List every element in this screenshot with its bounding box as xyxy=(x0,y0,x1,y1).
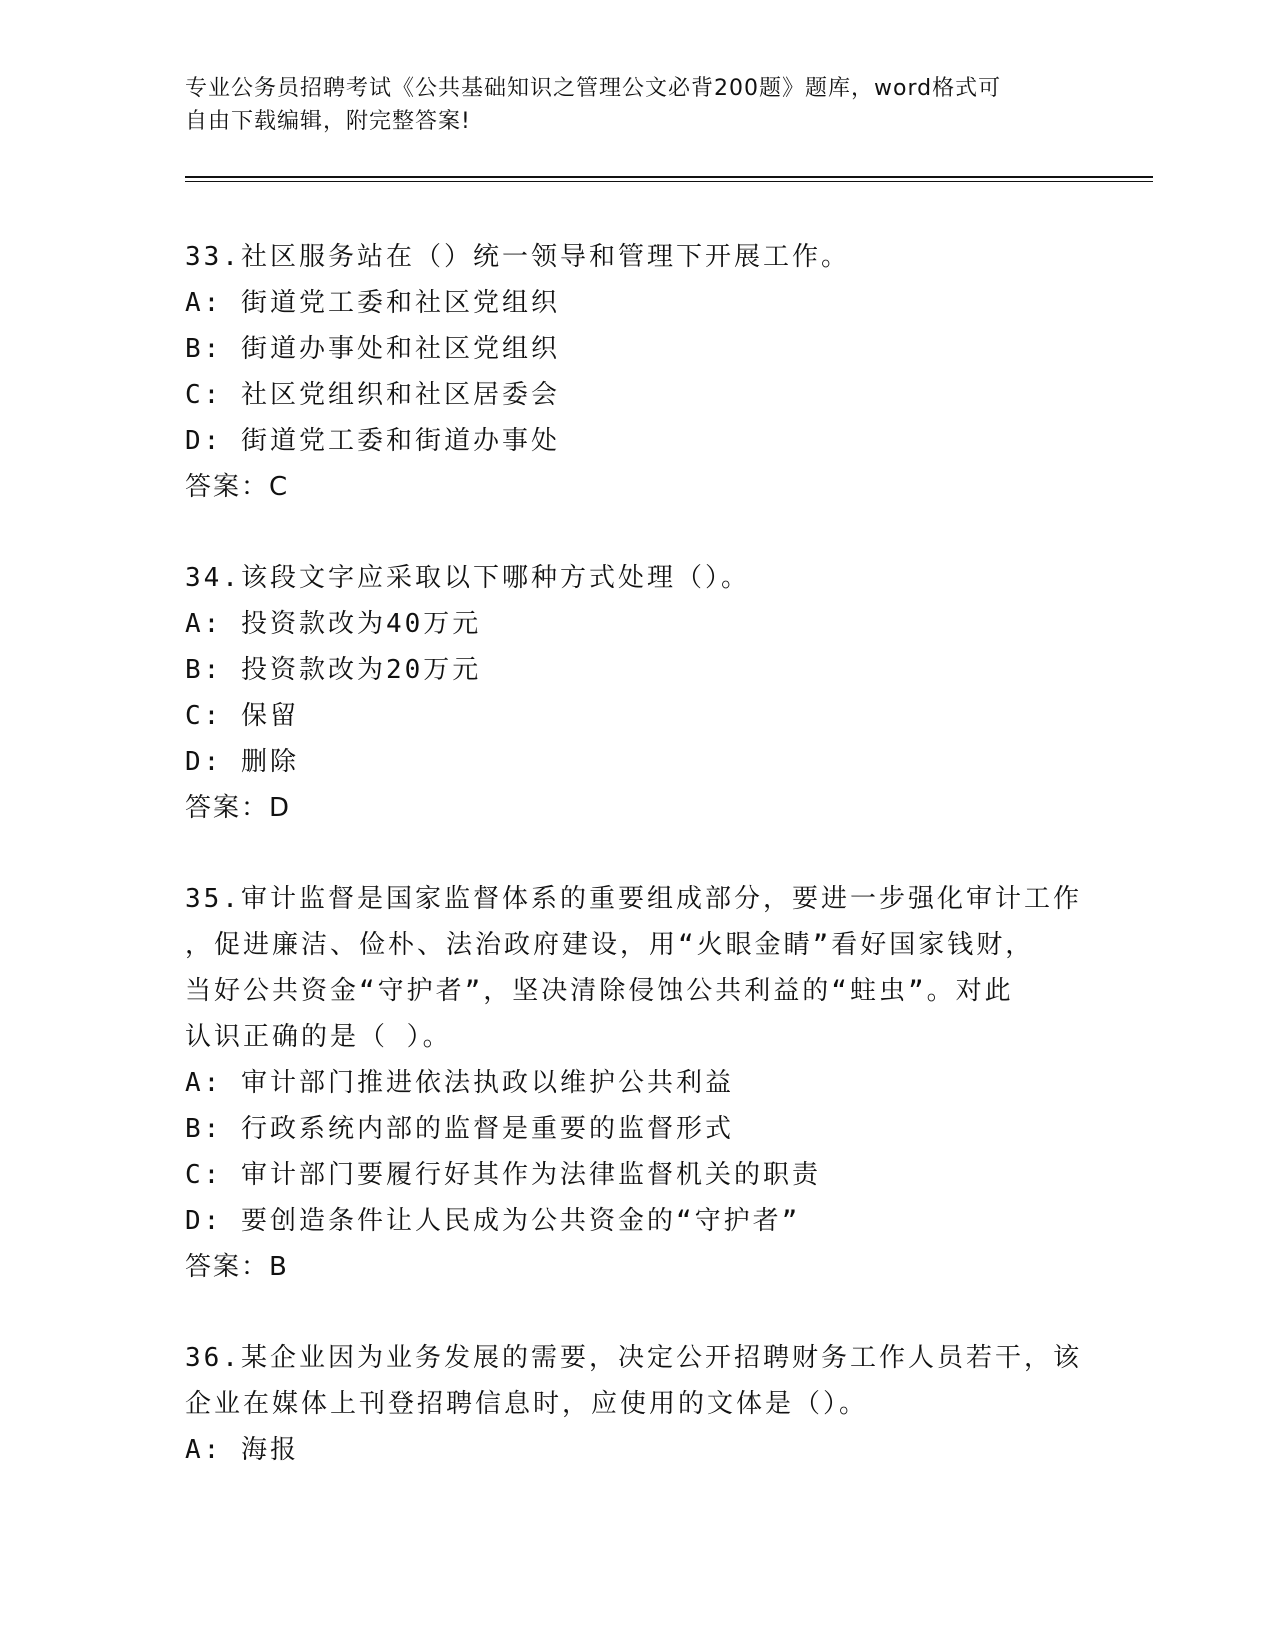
question-text-line-2: ，促进廉洁、俭朴、法治政府建设，用“火眼金睛”看好国家钱财， xyxy=(185,930,1035,960)
header-line-2: 自由下载编辑，附完整答案! xyxy=(185,109,471,134)
option-c: C: 保留 xyxy=(185,701,299,731)
header-divider-thick xyxy=(185,176,1153,178)
page-header xyxy=(185,72,1065,138)
question-list xyxy=(185,234,1085,1518)
question-text-line-1: 36.某企业因为业务发展的需要，决定公开招聘财务工作人员若干，该 xyxy=(185,1343,1082,1373)
question-text-line-1: 35.审计监督是国家监督体系的重要组成部分，要进一步强化审计工作 xyxy=(185,884,1082,914)
question-text: 34.该段文字应采取以下哪种方式处理（）。 xyxy=(185,563,750,593)
option-d: D: 要创造条件让人民成为公共资金的“守护者” xyxy=(185,1206,801,1236)
option-a: A: 投资款改为40万元 xyxy=(185,609,482,639)
question-text-line-4: 认识正确的是（ ）。 xyxy=(185,1022,452,1052)
option-c: C: 审计部门要履行好其作为法律监督机关的职责 xyxy=(185,1160,821,1190)
question-35 xyxy=(185,876,1085,1290)
header-divider-thin xyxy=(185,181,1153,182)
answer: 答案：D xyxy=(185,793,292,823)
option-a: A: 审计部门推进依法执政以维护公共利益 xyxy=(185,1068,734,1098)
option-b: B: 街道办事处和社区党组织 xyxy=(185,334,560,364)
option-b: B: 行政系统内部的监督是重要的监督形式 xyxy=(185,1114,734,1144)
option-b: B: 投资款改为20万元 xyxy=(185,655,482,685)
question-text-line-2: 企业在媒体上刊登招聘信息时，应使用的文体是（）。 xyxy=(185,1389,869,1419)
answer: 答案：C xyxy=(185,472,290,502)
option-a: A: 海报 xyxy=(185,1435,299,1465)
question-text: 33.社区服务站在（）统一领导和管理下开展工作。 xyxy=(185,242,850,272)
question-33 xyxy=(185,234,1085,510)
option-d: D: 街道党工委和街道办事处 xyxy=(185,426,560,456)
question-36 xyxy=(185,1335,1085,1473)
option-d: D: 删除 xyxy=(185,747,299,777)
question-34 xyxy=(185,555,1085,831)
question-text-line-3: 当好公共资金“守护者”，坚决清除侵蚀公共利益的“蛀虫”。对此 xyxy=(185,976,1014,1006)
option-a: A: 街道党工委和社区党组织 xyxy=(185,288,560,318)
option-c: C: 社区党组织和社区居委会 xyxy=(185,380,560,410)
header-line-1: 专业公务员招聘考试《公共基础知识之管理公文必背200题》题库，word格式可 xyxy=(185,76,1002,101)
answer: 答案：B xyxy=(185,1252,289,1282)
